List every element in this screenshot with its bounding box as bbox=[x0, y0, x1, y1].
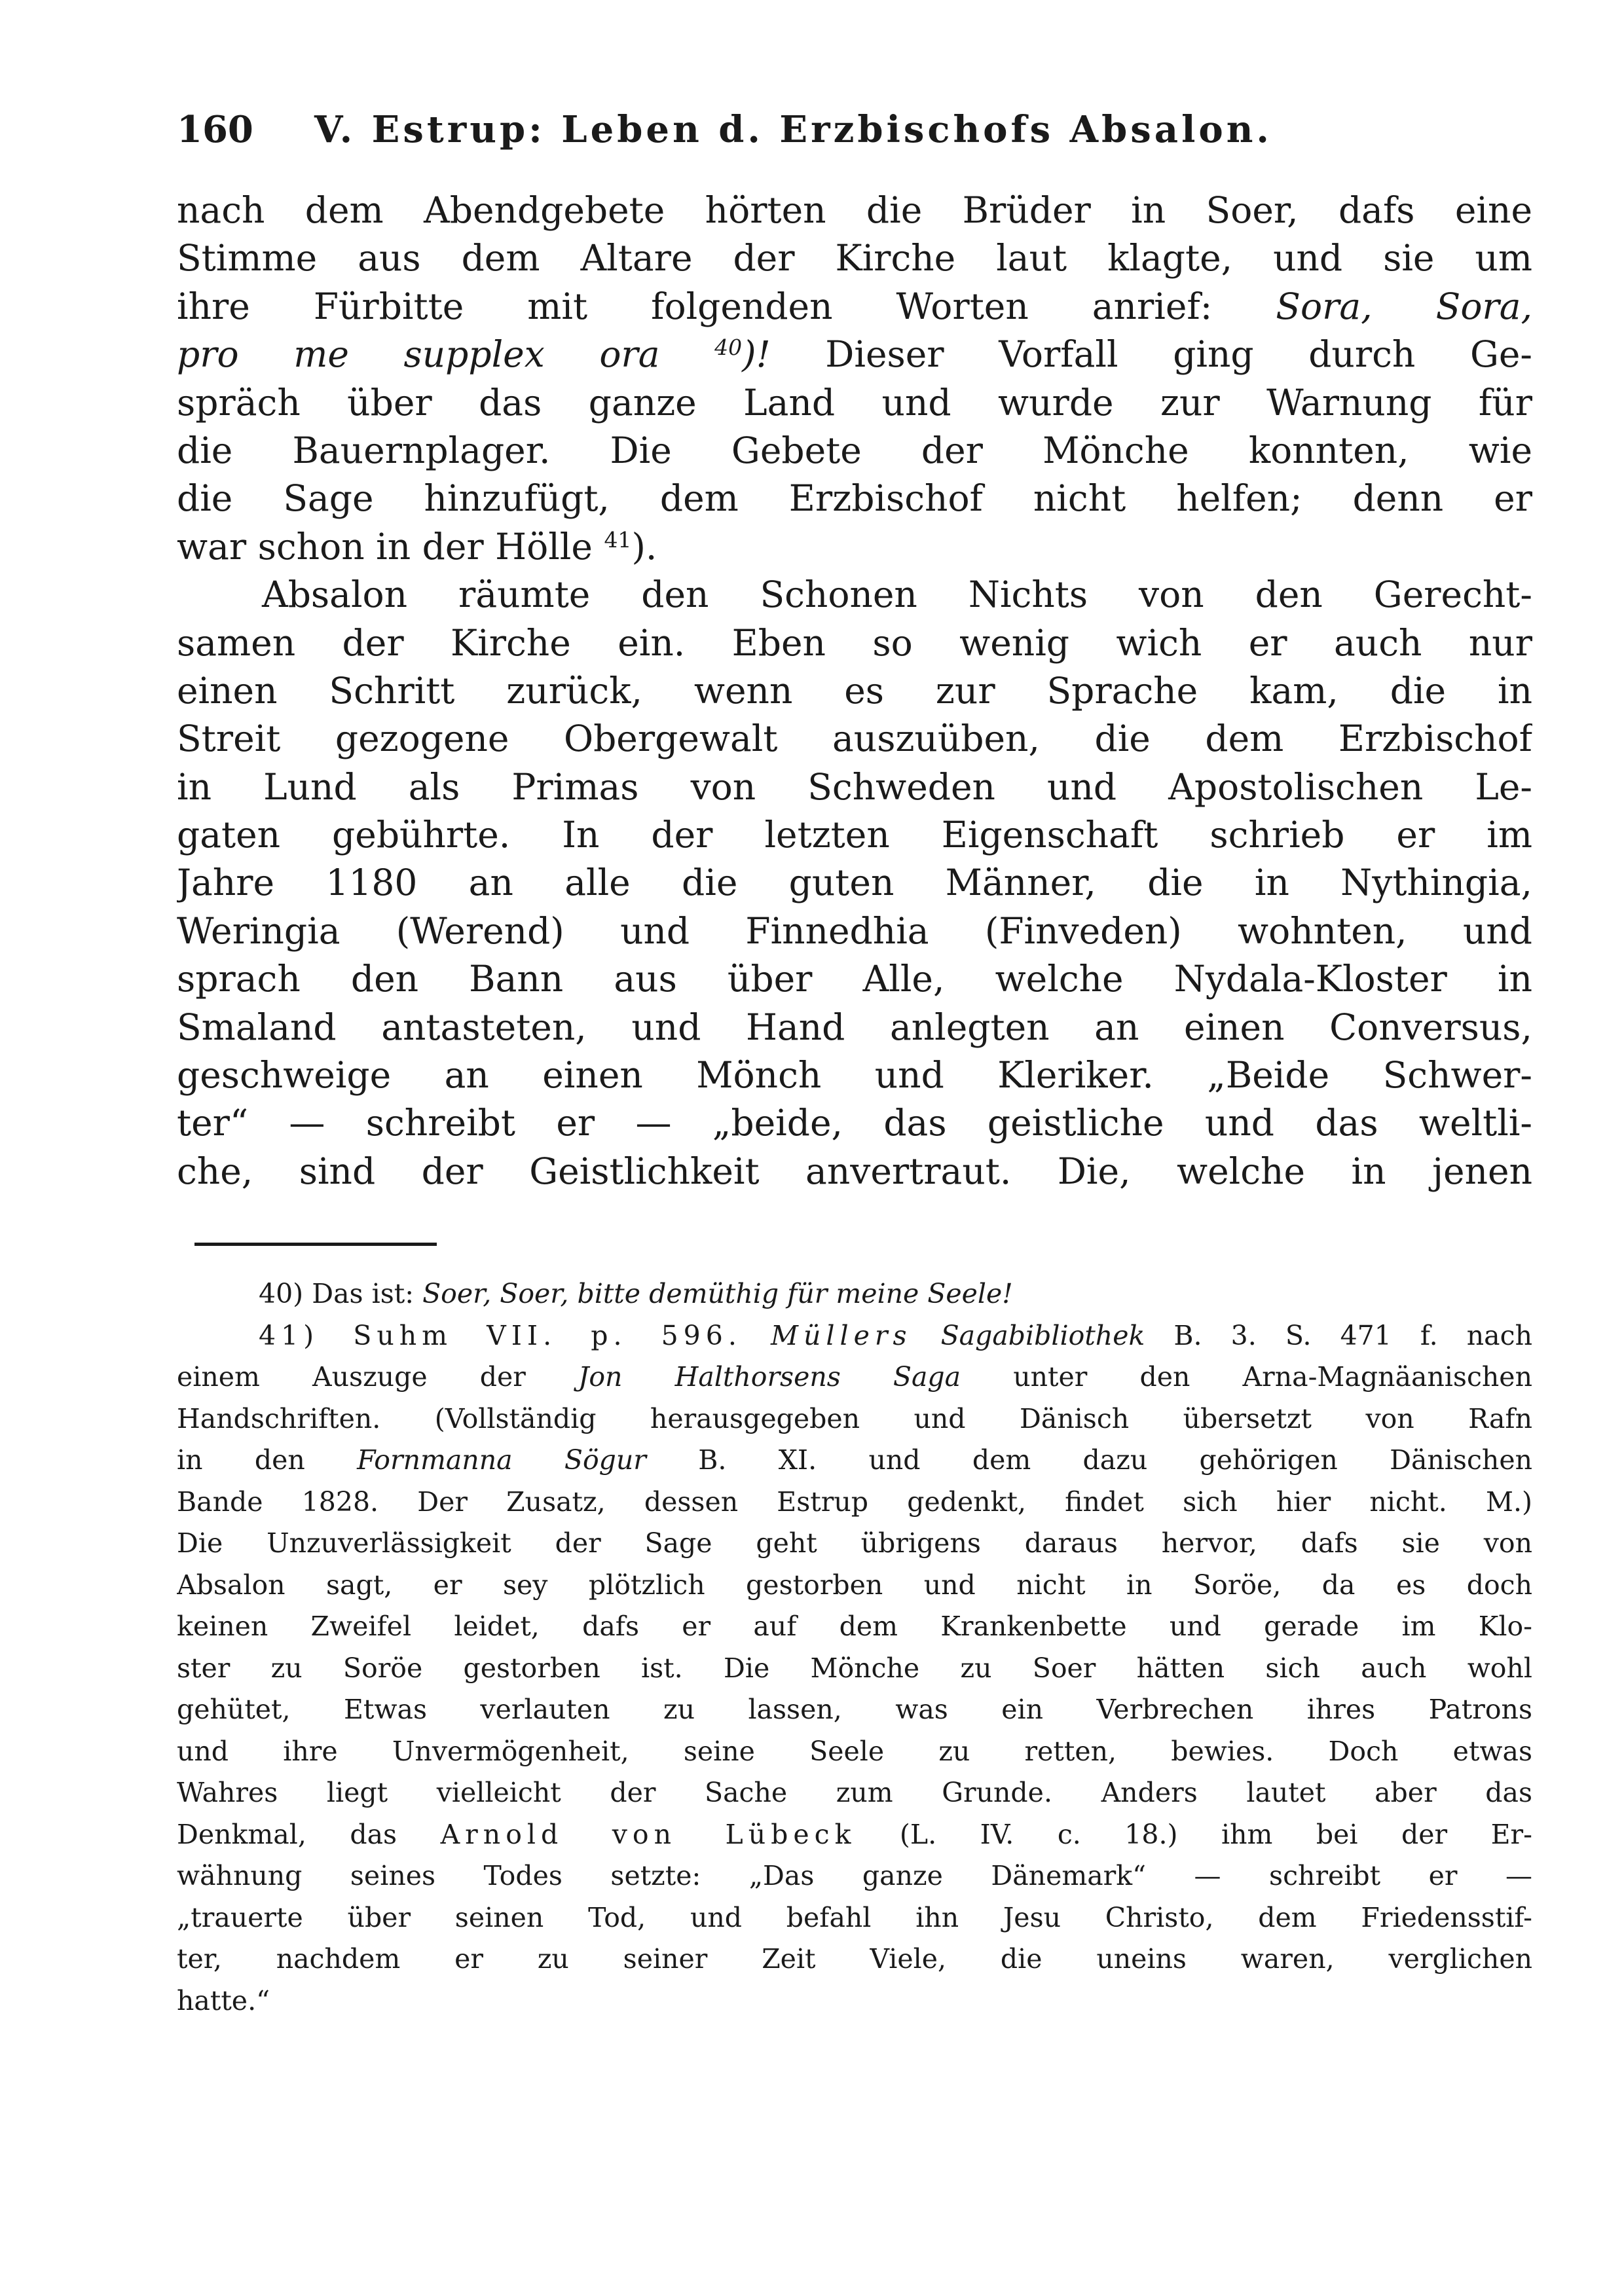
footnote-line: Die Unzuverlässigkeit der Sage geht übrigens daraus hervor, dafs sie von bbox=[177, 1527, 1532, 1559]
footnote-line: Wahres liegt vielleicht der Sache zum Grunde. Anders lautet aber das bbox=[177, 1777, 1532, 1808]
text-line: che, sind der Geistlichkeit anvertraut. Die, welche in jenen bbox=[177, 1150, 1532, 1192]
footnote-line: Absalon sagt, er sey plötzlich gestorben und nicht in Soröe, da es doch bbox=[177, 1569, 1532, 1601]
main-text bbox=[177, 187, 1532, 1195]
text-line: geschweige an einen Mönch und Kleriker. „Beide Schwer- bbox=[177, 1054, 1532, 1097]
footnote-line: ter, nachdem er zu seiner Zeit Viele, die uneins waren, verglichen bbox=[177, 1943, 1532, 1975]
footnote-line: gehütet, Etwas verlauten zu lassen, was ein Verbrechen ihres Patrons bbox=[177, 1694, 1532, 1725]
text-line: pro me supplex ora $^{40}$)! Dieser Vorfall ging durch Ge- bbox=[177, 333, 1532, 376]
text-line: Absalon räumte den Schonen Nichts von den Gerecht- bbox=[262, 574, 1532, 616]
text-line: war schon in der Hölle $^{41}$). bbox=[177, 525, 657, 568]
footnote-line: wähnung seines Todes setzte: „Das ganze Dänemark“ — schreibt er — bbox=[177, 1860, 1532, 1891]
text-line: spräch über das ganze Land und wurde zur Warnung für bbox=[177, 381, 1532, 424]
footnote-ref: 41 bbox=[604, 526, 632, 553]
footnote-line: hatte.“ bbox=[177, 1984, 270, 2016]
footnote-line: keinen Zweifel leidet, dafs er auf dem Krankenbette und gerade im Klo- bbox=[177, 1611, 1532, 1642]
text-line: Jahre 1180 an alle die guten Männer, die in Nythingia, bbox=[177, 862, 1532, 904]
footnote-ref: 40 bbox=[714, 335, 743, 361]
text-line: Smaland antasteten, und Hand anlegten an einen Conversus, bbox=[177, 1006, 1532, 1048]
text-line: Weringia (Werend) und Finnedhia (Finveden) wohnten, und bbox=[177, 909, 1532, 952]
running-header bbox=[177, 108, 1513, 151]
page-number: 160 bbox=[177, 108, 253, 151]
latin-quote: pro me supplex ora $^{40}$)! bbox=[177, 333, 771, 376]
text-line: einen Schritt zurück, wenn es zur Sprache kam, die in bbox=[177, 669, 1532, 712]
text-line: die Bauernplager. Die Gebete der Mönche konnten, wie bbox=[177, 429, 1532, 471]
footnotes bbox=[177, 1273, 1532, 2022]
footnote-line: einem Auszuge der Jon Halthorsens Saga unter den Arna-Magnäanischen bbox=[177, 1361, 1532, 1393]
text-line: sprach den Bann aus über Alle, welche Nydala-Kloster in bbox=[177, 958, 1532, 1000]
text-line: samen der Kirche ein. Eben so wenig wich er auch nur bbox=[177, 621, 1532, 664]
text-line: in Lund als Primas von Schweden und Apostolischen Le- bbox=[177, 765, 1532, 808]
text-line: ihre Fürbitte mit folgenden Worten anrief: Sora, Sora, bbox=[177, 285, 1532, 327]
footnote-line: „trauerte über seinen Tod, und befahl ihn Jesu Christo, dem Friedensstif- bbox=[177, 1901, 1532, 1933]
latin-quote: Sora, Sora, bbox=[1276, 285, 1532, 327]
text-line: Streit gezogene Obergewalt auszuüben, die dem Erzbischof bbox=[177, 718, 1532, 760]
running-title: V. Estrup: Leben d. Erzbischofs Absalon. bbox=[314, 108, 1272, 151]
footnote-divider bbox=[194, 1243, 437, 1246]
text-line: gaten gebührte. In der letzten Eigenschaft schrieb er im bbox=[177, 814, 1532, 856]
footnote-line: Bande 1828. Der Zusatz, dessen Estrup gedenkt, findet sich hier nicht. M.) bbox=[177, 1485, 1532, 1518]
footnote-40: 40) Das ist: Soer, Soer, bitte demüthig für meine Seele! bbox=[259, 1278, 1013, 1309]
footnote-line: Handschriften. (Vollständig herausgegeben und Dänisch übersetzt von Rafn bbox=[177, 1402, 1532, 1434]
footnote-line: ster zu Soröe gestorben ist. Die Mönche zu Soer hätten sich auch wohl bbox=[177, 1652, 1532, 1684]
footnote-line: und ihre Unvermögenheit, seine Seele zu retten, bewies. Doch etwas bbox=[177, 1735, 1532, 1767]
text-line: ter“ — schreibt er — „beide, das geistliche und das weltli- bbox=[177, 1102, 1532, 1144]
text-line: die Sage hinzufügt, dem Erzbischof nicht helfen; denn er bbox=[177, 477, 1532, 520]
footnote-line: in den Fornmanna Sögur B. XI. und dem dazu gehörigen Dänischen bbox=[177, 1444, 1532, 1476]
footnote-line: Denkmal, das Arnold von Lübeck (L. IV. c. 18.) ihm bei der Er- bbox=[177, 1818, 1532, 1850]
text-line: nach dem Abendgebete hörten die Brüder in Soer, dafs eine bbox=[177, 189, 1532, 231]
footnote-41: 41) Suhm VII. p. 596. Müllers Sagabibliothek B. 3. S. 471 f. nach bbox=[259, 1319, 1532, 1351]
text-line: Stimme aus dem Altare der Kirche laut klagte, und sie um bbox=[177, 237, 1532, 280]
